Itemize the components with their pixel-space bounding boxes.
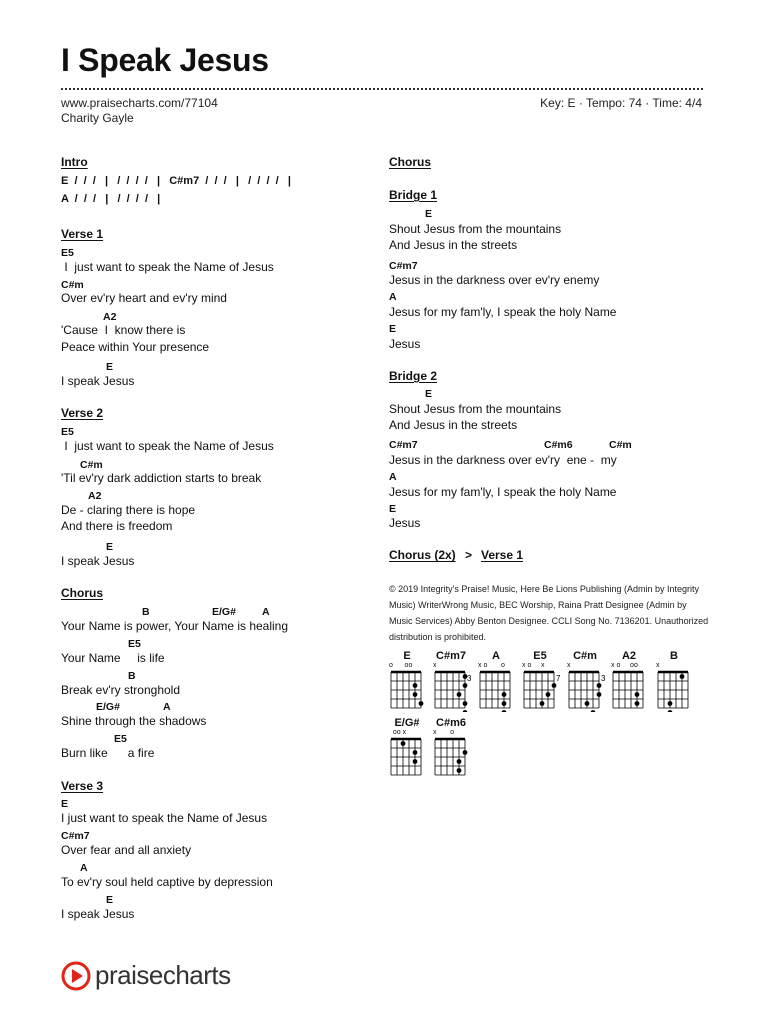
- lyric-line: I speak Jesus: [61, 374, 135, 388]
- lyric-line: Jesus: [389, 516, 421, 530]
- lyric-line: I just want to speak the Name of Jesus: [61, 439, 274, 453]
- chord: A2: [103, 311, 117, 323]
- lyric-line: Your Name is life: [61, 651, 165, 665]
- chord-diagram: [567, 650, 607, 712]
- section-chorus: Chorus: [61, 586, 103, 600]
- chord: A: [163, 701, 171, 713]
- artist-name: Charity Gayle: [61, 111, 134, 125]
- chord-diagram-name: E: [403, 650, 411, 662]
- lyric-line: Over fear and all anxiety: [61, 843, 192, 857]
- lyric-line: Jesus: [389, 337, 421, 351]
- chord: E: [425, 388, 433, 400]
- lyric-line: Shout Jesus from the mountains: [389, 402, 562, 416]
- section-verse-1: Verse 1: [61, 227, 104, 241]
- finger-dot: [413, 683, 418, 688]
- finger-dot: [552, 683, 557, 688]
- string-markers: x o oo: [611, 662, 638, 669]
- lyric-line: Shine through the shadows: [61, 714, 207, 728]
- finger-dot: [413, 750, 418, 755]
- chord: C#m: [61, 279, 84, 291]
- lyric-line: Jesus for my fam'ly, I speak the holy Name: [389, 485, 617, 499]
- fret-number: 3: [601, 674, 606, 683]
- chord: C#m: [80, 459, 103, 471]
- lyric-line: I speak Jesus: [61, 554, 135, 568]
- finger-dot: [463, 710, 468, 712]
- chord-diagram: [522, 650, 562, 712]
- string-markers: oo x: [389, 729, 407, 736]
- lyric-line: Burn like a fire: [61, 746, 155, 760]
- finger-dot: [502, 692, 507, 697]
- chord: E5: [61, 247, 74, 259]
- fretboard-grid: [433, 670, 473, 712]
- chord-diagram-name: C#m: [573, 650, 597, 662]
- praisecharts-logo[interactable]: [61, 960, 231, 991]
- chord: E/G#: [96, 701, 120, 713]
- lyric-line: 'Til ev'ry dark addiction starts to break: [61, 471, 262, 485]
- verse-1-ref: Verse 1: [481, 548, 524, 562]
- lyric-line: To ev'ry soul held captive by depression: [61, 875, 273, 889]
- chord-diagram-name: B: [670, 650, 678, 662]
- intro-line-2: A / / / | / / / / |: [61, 193, 161, 205]
- chord: E5: [128, 638, 141, 650]
- section-bridge-1: Bridge 1: [389, 188, 438, 202]
- chord: E5: [61, 426, 74, 438]
- lyric-line: Jesus in the darkness over ev'ry ene - my: [389, 453, 617, 467]
- lyric-line: Your Name is power, Your Name is healing: [61, 619, 289, 633]
- intro-line-1: E / / / | / / / / | C#m7 / / / | / / / / |: [61, 175, 291, 187]
- fretboard-grid: [522, 670, 562, 712]
- finger-dot: [597, 683, 602, 688]
- chord-diagram-name: E5: [533, 650, 547, 662]
- finger-dot: [668, 701, 673, 706]
- chorus-2x-ref: Chorus (2x): [389, 548, 456, 562]
- finger-dot: [668, 710, 673, 712]
- fretboard-grid: [611, 670, 651, 712]
- finger-dot: [546, 692, 551, 697]
- lyric-line: And Jesus in the streets: [389, 238, 518, 252]
- string-markers: x: [433, 662, 437, 669]
- fret-number: 3: [467, 674, 472, 683]
- title-divider: [61, 88, 703, 92]
- chord: C#m6: [544, 439, 573, 451]
- copyright-notice: © 2019 Integrity's Praise! Music, Here Be Lions Publishing (Admin by Integrity Music) WriterWrong Music, BEC Worship, Raina Pratt Designee (Admin by Music Services) Abby Benton Designee. CCLI Song No. 7136201. Unauthorized distribution is prohibited.: [389, 584, 709, 642]
- logo-text: praisecharts: [95, 960, 231, 990]
- section-intro: Intro: [61, 155, 88, 169]
- fretboard-grid: [389, 670, 429, 712]
- fret-number: 7: [556, 674, 561, 683]
- finger-dot: [463, 683, 468, 688]
- finger-dot: [401, 741, 406, 746]
- lyric-line: Jesus for my fam'ly, I speak the holy Name: [389, 305, 617, 319]
- chord: E: [389, 323, 397, 335]
- chord: C#m: [609, 439, 632, 451]
- chord-diagram-name: A2: [621, 650, 637, 662]
- finger-dot: [540, 701, 545, 706]
- section-verse-3: Verse 3: [61, 779, 104, 793]
- fretboard-grid: [389, 737, 429, 779]
- chord: C#m7: [61, 830, 90, 842]
- finger-dot: [597, 692, 602, 697]
- finger-dot: [413, 692, 418, 697]
- play-logo-icon: [61, 961, 91, 991]
- chord: A: [262, 606, 270, 618]
- chord-diagram-name: A: [492, 650, 500, 662]
- chord: E: [425, 208, 433, 220]
- finger-dot: [591, 710, 596, 712]
- lyric-line: Over ev'ry heart and ev'ry mind: [61, 291, 227, 305]
- chord-diagram: [656, 650, 696, 712]
- section-verse-2: Verse 2: [61, 406, 104, 420]
- lyric-line: Jesus in the darkness over ev'ry enemy: [389, 273, 600, 287]
- chord: E: [106, 541, 114, 553]
- chord: B: [142, 606, 150, 618]
- chord: E: [389, 503, 397, 515]
- chord-diagram: [389, 650, 429, 712]
- lyric-line: I speak Jesus: [61, 907, 135, 921]
- arrow: >: [465, 548, 473, 562]
- fretboard-grid: [567, 670, 607, 712]
- chord: A: [389, 471, 397, 483]
- string-markers: x o o: [478, 662, 505, 669]
- section-bridge-2: Bridge 2: [389, 369, 438, 383]
- fretboard-grid: [656, 670, 696, 712]
- chord-diagram: [478, 650, 518, 712]
- string-markers: x o: [433, 729, 455, 736]
- chord: A: [389, 291, 397, 303]
- string-markers: x o x: [522, 662, 545, 669]
- chord-diagram-name: C#m6: [436, 717, 466, 729]
- string-markers: x: [656, 662, 660, 669]
- lyric-line: I just want to speak the Name of Jesus: [61, 260, 274, 274]
- chord: E: [106, 361, 114, 373]
- finger-dot: [413, 759, 418, 764]
- chord-diagram-name: C#m7: [436, 650, 466, 662]
- lyric-line: Shout Jesus from the mountains: [389, 222, 562, 236]
- chord: E: [61, 798, 69, 810]
- finger-dot: [502, 710, 507, 712]
- finger-dot: [502, 701, 507, 706]
- song-meta: Key: E · Tempo: 74 · Time: 4/4: [540, 96, 702, 110]
- finger-dot: [457, 692, 462, 697]
- string-markers: x: [567, 662, 571, 669]
- finger-dot: [419, 701, 424, 706]
- chord: E5: [114, 733, 127, 745]
- chart-url[interactable]: www.praisecharts.com/77104: [61, 96, 218, 110]
- finger-dot: [457, 768, 462, 773]
- lyric-line: 'Cause I know there is: [61, 323, 186, 337]
- chord-diagram: [389, 717, 429, 779]
- chord: C#m7: [389, 260, 418, 272]
- lyric-line: I just want to speak the Name of Jesus: [61, 811, 268, 825]
- chord-diagram: [433, 717, 473, 779]
- chord: B: [128, 670, 136, 682]
- fretboard-grid: [433, 737, 473, 779]
- lyric-line: De - claring there is hope: [61, 503, 196, 517]
- lyric-line: And there is freedom: [61, 519, 173, 533]
- finger-dot: [463, 701, 468, 706]
- finger-dot: [457, 759, 462, 764]
- chord-diagram: [611, 650, 651, 712]
- lyric-line: Break ev'ry stronghold: [61, 683, 181, 697]
- section-chorus-ref: Chorus: [389, 155, 431, 169]
- finger-dot: [680, 674, 685, 679]
- chord: C#m7: [389, 439, 418, 451]
- chord-diagram: [433, 650, 473, 712]
- string-markers: o oo: [389, 662, 413, 669]
- song-title: I Speak Jesus: [61, 42, 269, 78]
- fretboard-grid: [478, 670, 518, 712]
- finger-dot: [635, 692, 640, 697]
- lyric-line: Peace within Your presence: [61, 340, 210, 354]
- finger-dot: [585, 701, 590, 706]
- chord: A: [80, 862, 88, 874]
- chord: E/G#: [212, 606, 236, 618]
- chord: A2: [88, 490, 102, 502]
- finger-dot: [635, 701, 640, 706]
- finger-dot: [463, 750, 468, 755]
- chord-diagram-name: E/G#: [394, 717, 420, 729]
- chord: E: [106, 894, 114, 906]
- lyric-line: And Jesus in the streets: [389, 418, 518, 432]
